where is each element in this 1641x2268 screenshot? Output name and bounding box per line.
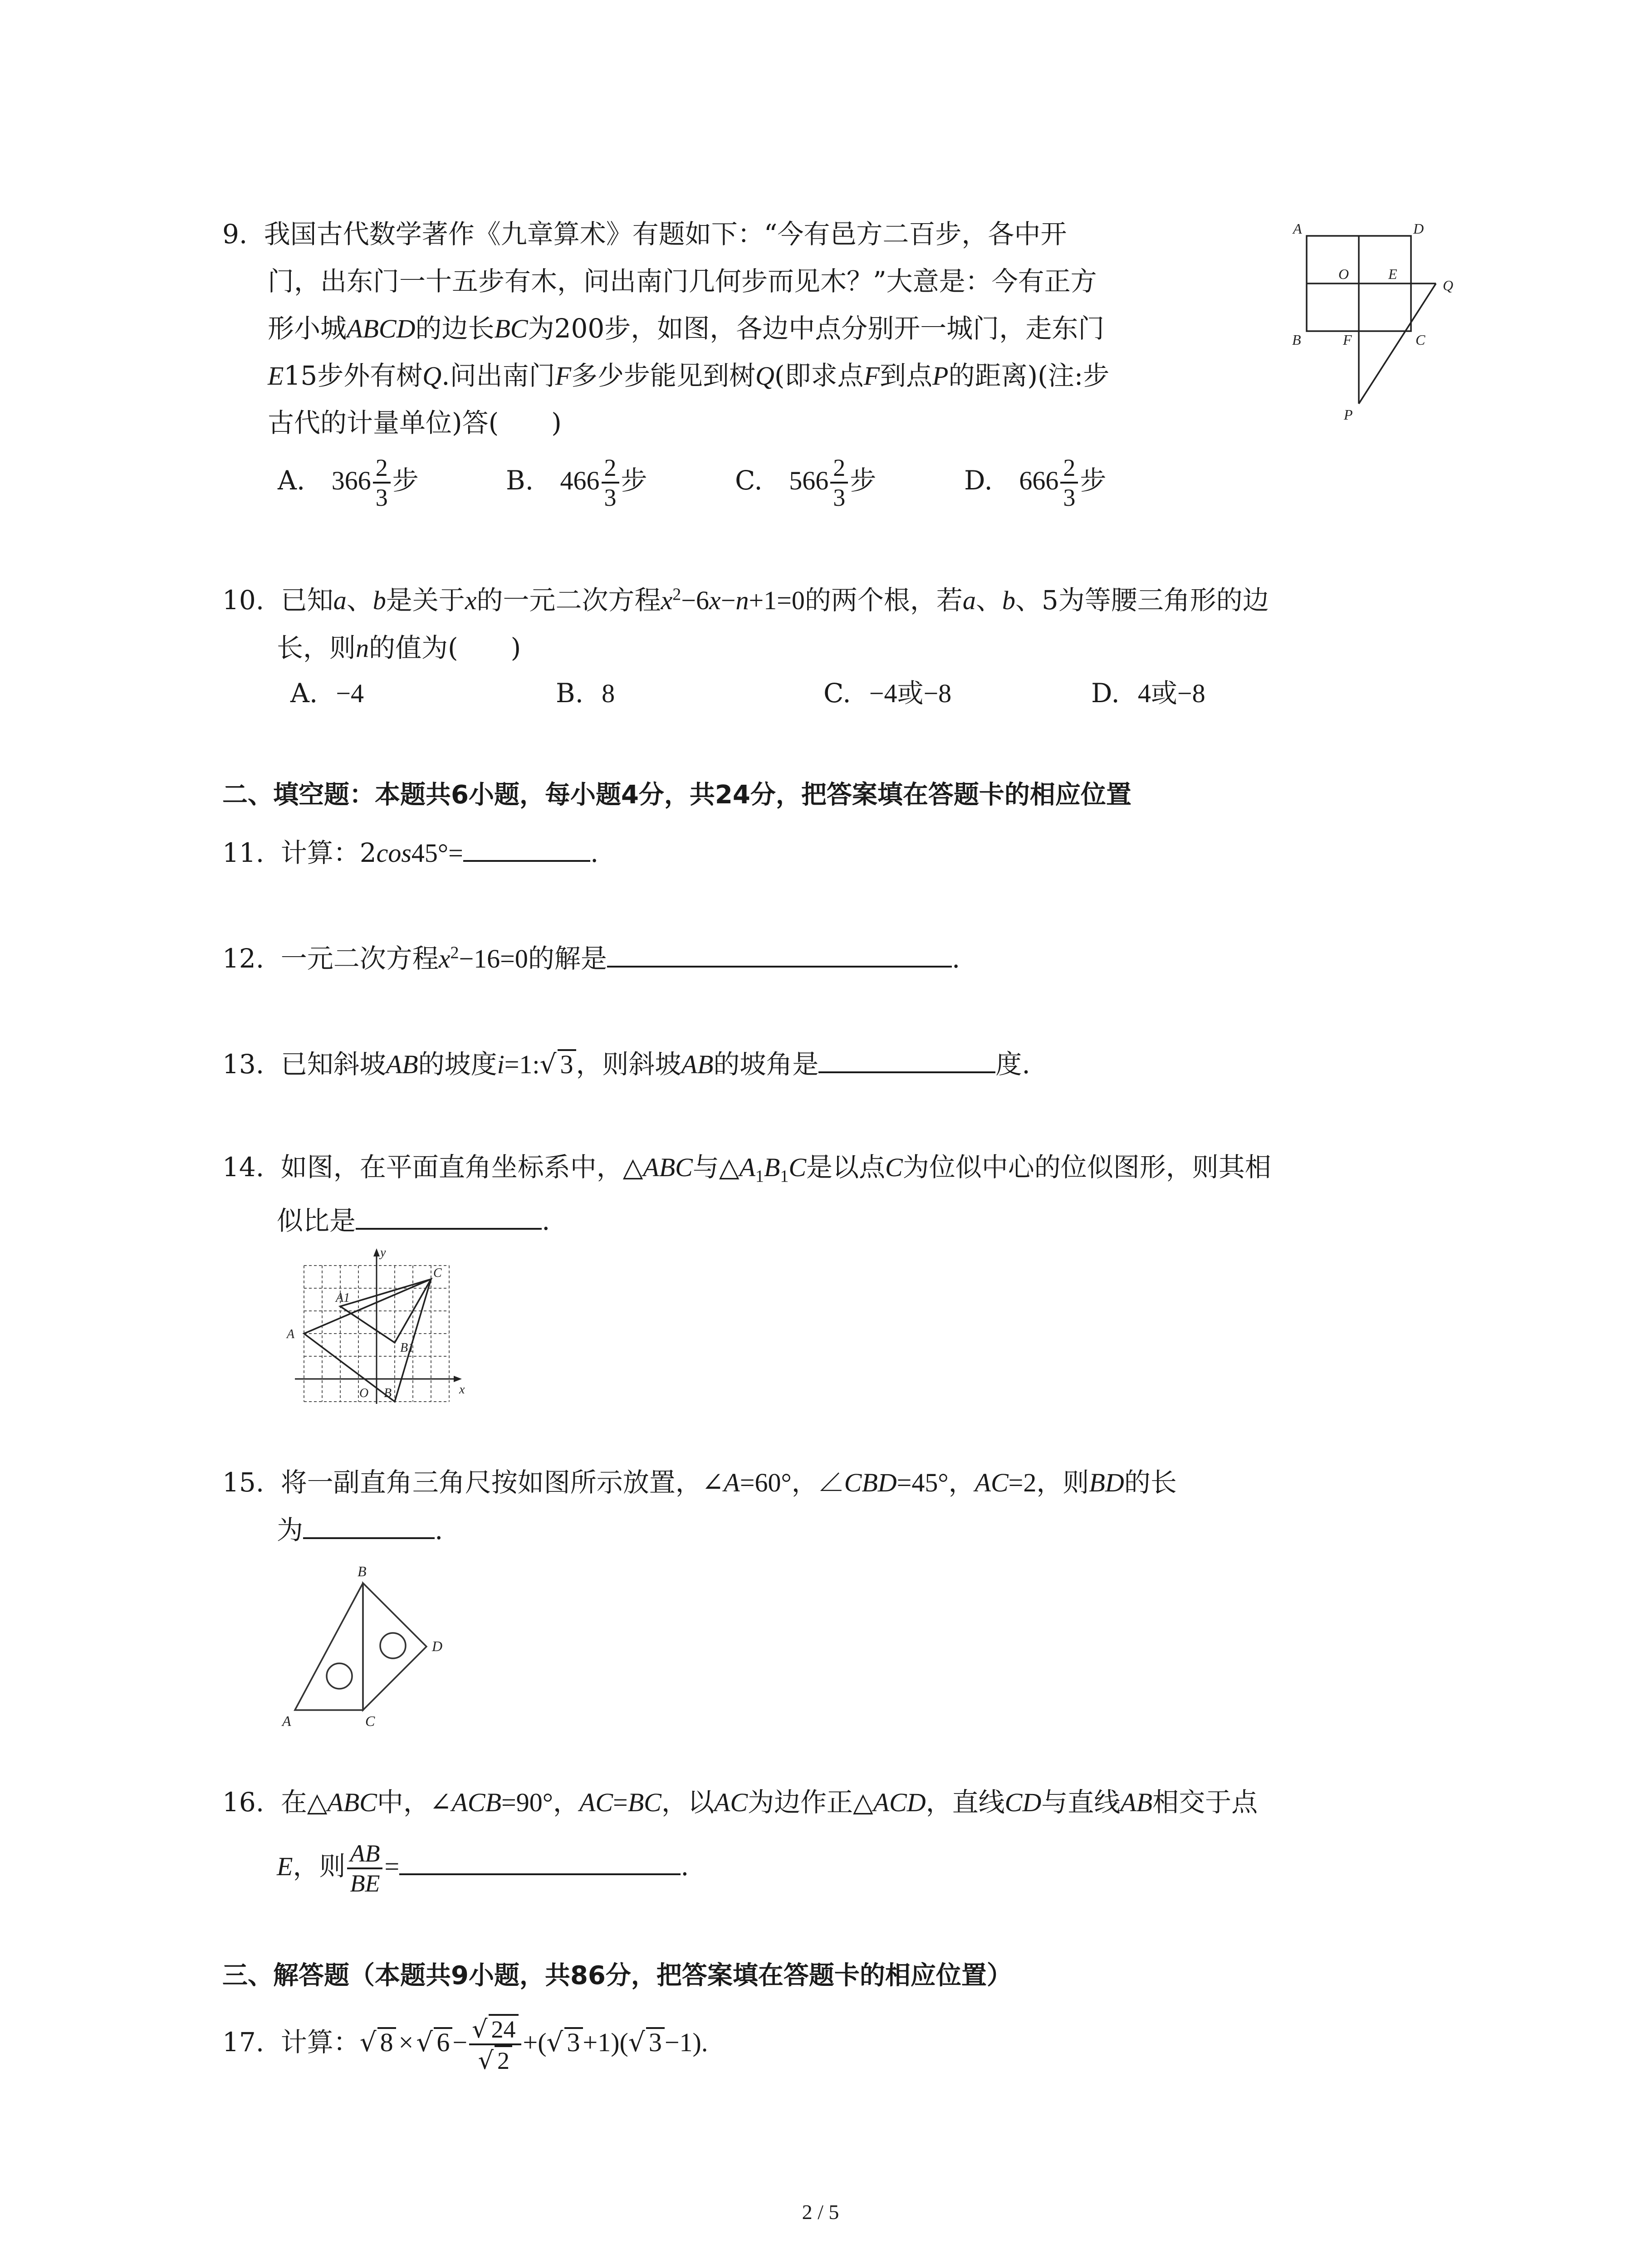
sqrt-icon: √ [546, 2027, 563, 2058]
math-var: P [932, 361, 949, 391]
exponent: 2 [672, 585, 681, 604]
q14-coordinate-figure [281, 1243, 481, 1411]
section-3-heading [222, 1959, 1012, 1993]
sqrt-icon: √ [539, 1049, 557, 1080]
q14-line-1 [222, 1150, 1271, 1185]
question-number: 14. [222, 1152, 265, 1183]
q9-text: 15步外有树 [284, 360, 423, 391]
q14-text: 为位似中心的位似图形，则其相 [902, 1152, 1271, 1183]
math-var: b [372, 586, 386, 615]
math-var: CBD [844, 1468, 897, 1497]
math-var: C [885, 1153, 903, 1182]
label-p: P [1344, 406, 1353, 423]
math-text: +1)( [583, 2028, 628, 2058]
math-var: Q [422, 361, 442, 391]
q14-text: 是以点 [806, 1152, 886, 1183]
q10-text: 、 [975, 585, 1002, 616]
math-var: ABC [327, 1788, 377, 1817]
option-label: A. [278, 465, 305, 496]
label-c: C [365, 1713, 375, 1728]
option-whole: 366 [331, 466, 371, 496]
q10-option-b [556, 676, 615, 711]
radicand: 8 [377, 2027, 396, 2056]
q16-text: ，直线 [926, 1787, 1005, 1818]
math-text: −6 [681, 586, 709, 615]
label-a1: A1 [336, 1291, 350, 1305]
option-label: D. [964, 465, 993, 496]
q16-text: = [613, 1788, 628, 1817]
label-b1: B1 [400, 1341, 415, 1355]
label-d: D [1413, 220, 1424, 237]
sqrt-icon: √ [472, 2015, 488, 2043]
q17-fraction [469, 2014, 521, 2075]
q9-option-a [278, 454, 419, 512]
q9-text: 为200步，如图，各边中点分别开一城门，走东门 [528, 313, 1105, 344]
q10-line-1 [222, 583, 1269, 618]
math-var: x [465, 586, 477, 615]
math-operator: − [452, 2028, 468, 2058]
q11-text: 45°= [411, 838, 463, 868]
q9-text: 形小城 [268, 313, 347, 344]
sqrt-icon: √ [478, 2046, 494, 2075]
math-var: A [739, 1153, 755, 1182]
q16-text: 在△ [280, 1787, 328, 1818]
radicand: 24 [489, 2014, 519, 2043]
q10-option-d [1091, 676, 1205, 711]
math-var: B [764, 1153, 780, 1182]
q15-text: 的长 [1124, 1467, 1177, 1498]
q13-line [222, 1047, 1030, 1082]
option-label: C. [823, 678, 851, 709]
q16-text: = [384, 1852, 400, 1882]
q13-text: 度. [995, 1049, 1030, 1080]
section-2-heading [222, 778, 1132, 812]
option-fraction [373, 454, 391, 512]
math-var: a [333, 586, 347, 615]
q9-text: 的距离)(注:步 [948, 360, 1110, 391]
q9-line-2 [268, 264, 1097, 298]
fraction-numerator: AB [347, 1839, 382, 1869]
answer-blank[interactable] [463, 836, 590, 862]
label-c: C [1416, 332, 1425, 348]
q16-text: ，以 [661, 1787, 714, 1818]
math-var: n [735, 586, 749, 615]
q12-text: 一元二次方程 [280, 943, 439, 974]
math-var: x [709, 586, 721, 615]
label-d: D [432, 1638, 443, 1654]
math-var: ACD [873, 1788, 926, 1817]
q9-line-5 [268, 406, 562, 440]
section-title: 二、填空题：本题共6小题，每小题4分，共24分，把答案填在答题卡的相应位置 [222, 780, 1132, 810]
q15-line-2 [277, 1513, 443, 1547]
q9-text: 的边长 [415, 313, 495, 344]
math-var: AB [681, 1050, 714, 1079]
q12-line [222, 941, 960, 976]
radicand: 6 [434, 2027, 452, 2056]
math-var: E [268, 361, 284, 391]
q14-text: . [542, 1205, 550, 1236]
q16-fraction [347, 1839, 382, 1897]
fraction-denominator: BE [350, 1870, 380, 1897]
q12-text: . [951, 943, 960, 974]
option-unit: 步 [850, 465, 877, 496]
q13-text: ，则斜坡 [576, 1049, 681, 1080]
q11-line [222, 836, 598, 870]
exponent: 2 [450, 943, 459, 963]
q15-text: =60°，∠ [740, 1468, 844, 1497]
set-square-hole [327, 1663, 352, 1689]
subscript: 1 [755, 1167, 764, 1186]
q13-text: 的坡度 [418, 1049, 497, 1080]
q9-line-4 [268, 358, 1109, 393]
question-number: 11. [222, 837, 265, 868]
q15-text: =45°， [896, 1468, 975, 1497]
q10-text: 是关于 [386, 585, 465, 616]
set-square-hole [380, 1633, 406, 1658]
answer-blank[interactable] [399, 1850, 681, 1875]
option-unit: 步 [1080, 465, 1107, 496]
q16-text: 与直线 [1041, 1787, 1121, 1818]
section-title: 三、解答题（本题共9小题，共86分，把答案填在答题卡的相应位置） [222, 1961, 1012, 1990]
q17-text: 计算： [280, 2027, 360, 2058]
option-label: C. [735, 465, 763, 496]
q9-text: 我国古代数学著作《九章算术》有题如下：“今有邑方二百步，各中开 [264, 219, 1067, 249]
option-label: D. [1091, 678, 1120, 709]
q15-line-1 [222, 1465, 1177, 1500]
math-var: Q [755, 361, 774, 391]
label-c: C [433, 1266, 442, 1280]
q9-line-1 [222, 217, 1067, 251]
q15-set-square-figure [272, 1556, 463, 1728]
math-var: ABCD [347, 314, 416, 343]
math-operator: × [398, 2028, 414, 2058]
math-var: A [724, 1468, 740, 1497]
math-var: CD [1004, 1788, 1042, 1817]
q16-text: 相交于点 [1152, 1787, 1258, 1818]
q11-text: . [590, 837, 599, 868]
radicand: 3 [558, 1049, 576, 1078]
math-var: AC [975, 1468, 1009, 1497]
q9-text: 门，出东门一十五步有木，问出南门几何步而见木？”大意是：今有正方 [268, 266, 1097, 297]
question-number: 9. [222, 219, 248, 249]
fraction-numerator: 2 [1060, 454, 1078, 484]
option-unit: 步 [392, 465, 419, 496]
q13-text: 已知斜坡 [280, 1049, 386, 1080]
q9-option-b [506, 454, 647, 512]
fraction-numerator: 2 [830, 454, 848, 484]
math-text: +( [523, 2028, 547, 2058]
math-var: b [1002, 586, 1015, 615]
fraction-denominator: 3 [833, 484, 846, 511]
label-f: F [1343, 332, 1352, 348]
math-var: BD [1089, 1468, 1124, 1497]
math-var: AC [714, 1788, 748, 1817]
q10-text: +1=0的两个根，若 [749, 586, 963, 615]
q10-text: 、5为等腰三角形的边 [1015, 585, 1269, 616]
q10-text: 的值为( ) [369, 632, 521, 663]
q14-text: 似比是 [277, 1205, 356, 1236]
math-var: AB [1120, 1788, 1153, 1817]
label-a: A [287, 1327, 295, 1341]
label-b: B [384, 1386, 392, 1400]
question-number: 17. [222, 2027, 265, 2058]
question-number: 13. [222, 1049, 265, 1080]
q9-text: (即求点 [774, 360, 864, 391]
fraction-numerator [469, 2014, 521, 2045]
answer-blank[interactable] [356, 1204, 542, 1230]
q16-text: . [681, 1851, 689, 1882]
option-text: 8 [602, 679, 615, 708]
q9-option-c [735, 454, 876, 512]
page-number: 2 / 5 [802, 2200, 839, 2224]
q10-line-2 [277, 631, 521, 665]
q16-line-2 [277, 1839, 689, 1897]
sqrt-icon: √ [628, 2027, 645, 2058]
question-number: 16. [222, 1787, 265, 1818]
math-var: x [438, 944, 451, 973]
question-number: 12. [222, 943, 265, 974]
label-q: Q [1443, 277, 1454, 293]
q13-text: 的坡角是 [713, 1049, 819, 1080]
option-unit: 步 [621, 465, 647, 496]
option-whole: 666 [1019, 466, 1059, 496]
sqrt-icon: √ [359, 2027, 377, 2058]
q11-text: 计算：2 [280, 837, 377, 868]
math-func: cos [376, 838, 411, 868]
q17-line [222, 2014, 708, 2075]
label-y: y [380, 1246, 386, 1260]
option-text: −4或−8 [869, 679, 952, 708]
label-a: A [282, 1713, 291, 1728]
q14-line-2 [277, 1203, 550, 1238]
q10-option-c [823, 676, 951, 711]
math-var: AB [386, 1050, 418, 1079]
q15-text: =2，则 [1008, 1468, 1089, 1497]
math-var: F [863, 361, 880, 391]
q10-text: 的一元二次方程 [476, 585, 661, 616]
math-var: a [962, 586, 976, 615]
subscript: 1 [780, 1167, 789, 1186]
math-var: i [497, 1050, 505, 1079]
fraction-denominator: 3 [375, 484, 388, 511]
math-var: BC [494, 314, 528, 343]
q16-text: 为边作正△ [748, 1787, 873, 1818]
math-text: −1). [664, 2028, 708, 2058]
math-var: C [789, 1153, 807, 1182]
q10-option-a [290, 676, 364, 711]
option-label: A. [290, 678, 318, 709]
q15-text: . [435, 1515, 443, 1545]
q14-text: 如图，在平面直角坐标系中，△ [280, 1152, 643, 1183]
triangle-45 [363, 1583, 426, 1710]
math-var: ACB [451, 1788, 501, 1817]
radicand: 2 [495, 2045, 512, 2074]
radicand: 3 [564, 2027, 583, 2056]
math-var: x [661, 586, 673, 615]
option-whole: 566 [789, 466, 829, 496]
sqrt-icon: √ [416, 2027, 433, 2058]
fraction-denominator [469, 2045, 521, 2075]
option-whole: 466 [560, 466, 600, 496]
q9-option-d [964, 454, 1106, 512]
option-text: 4或−8 [1137, 679, 1205, 708]
label-b: B [1292, 332, 1301, 348]
q9-text: 到点 [880, 360, 933, 391]
option-label: B. [506, 465, 534, 496]
option-text: −4 [336, 679, 364, 708]
fraction-numerator: 2 [602, 454, 619, 484]
math-var: F [555, 361, 572, 391]
q14-text: 与△ [692, 1152, 740, 1183]
label-x: x [459, 1383, 465, 1397]
fraction-denominator: 3 [604, 484, 617, 511]
q9-text: 古代的计量单位)答( ) [268, 407, 562, 438]
question-number: 15. [222, 1467, 265, 1498]
answer-blank[interactable] [818, 1048, 995, 1073]
label-a: A [1293, 220, 1302, 237]
fraction-numerator: 2 [373, 454, 391, 484]
q16-line-1 [222, 1785, 1258, 1820]
answer-blank[interactable] [607, 942, 952, 968]
q16-text: ，则 [293, 1851, 346, 1882]
label-b: B [358, 1563, 367, 1579]
math-text: − [720, 586, 736, 615]
q10-text: 长，则 [277, 632, 356, 663]
option-fraction [602, 454, 619, 512]
q9-text: .问出南门 [441, 360, 555, 391]
option-fraction [830, 454, 848, 512]
fraction-denominator: 3 [1063, 484, 1076, 511]
triangle-30-60 [295, 1583, 363, 1710]
q13-text: =1: [504, 1050, 540, 1079]
answer-blank[interactable] [303, 1514, 435, 1539]
label-o: O [359, 1386, 369, 1400]
q15-text: 将一副直角三角尺按如图所示放置，∠ [280, 1467, 724, 1498]
y-axis-arrow-icon [373, 1248, 380, 1256]
q12-text: −16=0的解是 [459, 944, 607, 973]
q9-line-3 [268, 311, 1104, 346]
option-label: B. [556, 678, 584, 709]
math-var: BC [627, 1788, 661, 1817]
q10-text: 、 [346, 585, 373, 616]
q16-text: 中，∠ [377, 1787, 452, 1818]
q15-text: 为 [277, 1515, 304, 1545]
math-var: ABC [643, 1153, 693, 1182]
math-var: n [356, 633, 369, 663]
q9-city-figure [1279, 213, 1470, 458]
math-var: AC [579, 1788, 613, 1817]
label-o: O [1338, 266, 1349, 282]
q10-text: 已知 [280, 585, 333, 616]
label-e: E [1388, 266, 1397, 282]
x-axis-arrow-icon [454, 1376, 462, 1382]
option-fraction [1060, 454, 1078, 512]
q9-text: 多少步能见到树 [571, 360, 756, 391]
question-number: 10. [222, 585, 265, 616]
radicand: 3 [646, 2027, 665, 2056]
math-var: E [277, 1852, 293, 1882]
q16-text: =90°， [501, 1788, 579, 1817]
